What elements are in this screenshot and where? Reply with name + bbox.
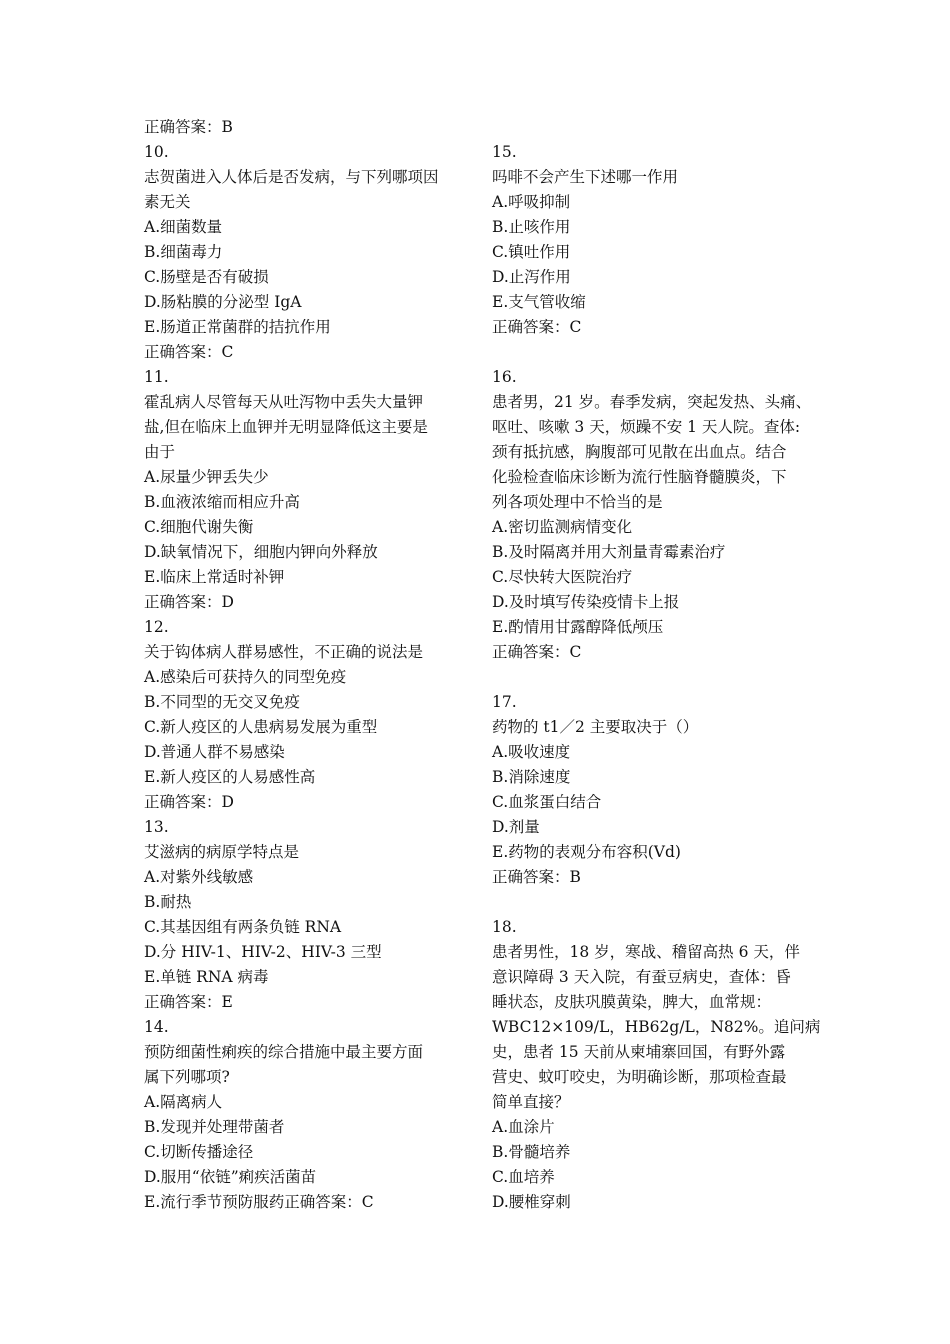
right-text-line: 简单直接？ xyxy=(492,1093,570,1111)
left-text-line: 14. xyxy=(144,1018,169,1036)
left-text-line: 由于 xyxy=(144,443,176,461)
left-text-line: B.不同型的无交叉免疫 xyxy=(144,693,300,711)
right-text-line: 史，患者 15 天前从柬埔寨回国，有野外露 xyxy=(492,1043,786,1061)
right-text-line: C.尽快转大医院治疗 xyxy=(492,568,633,586)
left-text-line: D.普通人群不易感染 xyxy=(144,743,285,761)
right-text-line: B.消除速度 xyxy=(492,768,571,786)
right-text-line: E.药物的表观分布容积(Vd) xyxy=(492,843,681,861)
left-text-line: 艾滋病的病原学特点是 xyxy=(144,843,300,861)
right-text-line: 呕吐、咳嗽 3 天，烦躁不安 1 天人院。查体: xyxy=(492,418,801,436)
right-text-line: 营史、蚊叮咬史，为明确诊断，那项检查最 xyxy=(492,1068,787,1086)
left-text-line: D.缺氧情况下，细胞内钾向外释放 xyxy=(144,543,378,561)
left-text-line: D.分 HIV-1、HIV-2、HIV-3 三型 xyxy=(144,943,382,961)
right-column xyxy=(492,115,821,1215)
left-text-line: C.其基因组有两条负链 RNA xyxy=(144,918,342,936)
right-text-line: 患者男，21 岁。春季发病，突起发热、头痛、 xyxy=(492,393,812,411)
left-text-line: 盐,但在临床上血钾并无明显降低这主要是 xyxy=(144,418,428,436)
right-text-line: A.呼吸抑制 xyxy=(492,193,571,211)
left-text-line: B.发现并处理带菌者 xyxy=(144,1118,285,1136)
right-text-line: 睡状态，皮肤巩膜黄染，脾大，血常规： xyxy=(492,993,772,1011)
right-text-line: C.血培养 xyxy=(492,1168,555,1186)
right-text-line: E.支气管收缩 xyxy=(492,293,586,311)
left-text-line: 13. xyxy=(144,818,169,836)
right-text-line: E.酌情用甘露醇降低颅压 xyxy=(492,618,664,636)
right-text-line: B.止咳作用 xyxy=(492,218,571,236)
left-text-line: 正确答案：B xyxy=(144,118,233,136)
right-text-line: 17. xyxy=(492,693,517,711)
left-text-line: C.切断传播途径 xyxy=(144,1143,254,1161)
left-text-line: 12. xyxy=(144,618,169,636)
right-text-line: WBC12×109/L，HB62g/L，N82%。追问病 xyxy=(492,1018,821,1036)
left-text-line: D.肠粘膜的分泌型 IgA xyxy=(144,293,302,311)
right-text-line: 正确答案：B xyxy=(492,868,581,886)
right-text-line: 意识障碍 3 天入院，有蚕豆病史，查体：昏 xyxy=(492,968,791,986)
left-text-line: 正确答案：E xyxy=(144,993,233,1011)
left-text-line: D.服用“依链”痢疾活菌苗 xyxy=(144,1168,317,1186)
left-text-line: A.对紫外线敏感 xyxy=(144,868,254,886)
left-text-line: 正确答案：C xyxy=(144,343,234,361)
left-text-line: B.血液浓缩而相应升高 xyxy=(144,493,300,511)
right-text-line: A.血涂片 xyxy=(492,1118,555,1136)
left-text-line: E.临床上常适时补钾 xyxy=(144,568,285,586)
left-text-line: 正确答案：D xyxy=(144,793,234,811)
left-text-line: 素无关 xyxy=(144,193,191,211)
right-text-line: 化验检查临床诊断为流行性脑脊髓膜炎，下 xyxy=(492,468,787,486)
right-text-line xyxy=(492,665,812,690)
left-text-line: E.流行季节预防服药正确答案：C xyxy=(144,1193,374,1211)
left-text-line: C.细胞代谢失衡 xyxy=(144,518,254,536)
left-text-line: B.耐热 xyxy=(144,893,192,911)
right-text-line: 患者男性，18 岁，寒战、稽留高热 6 天，伴 xyxy=(492,943,800,961)
right-text-line: D.及时填写传染疫情卡上报 xyxy=(492,593,680,611)
right-text-line xyxy=(492,890,812,915)
right-text-line: B.骨髓培养 xyxy=(492,1143,571,1161)
left-text-line: 预防细菌性痢疾的综合措施中最主要方面 xyxy=(144,1043,424,1061)
right-text-line: 吗啡不会产生下述哪一作用 xyxy=(492,168,679,186)
right-text-line: D.腰椎穿刺 xyxy=(492,1193,571,1211)
right-text-line: 列各项处理中不恰当的是 xyxy=(492,493,663,511)
right-text-line: D.剂量 xyxy=(492,818,540,836)
right-text-line xyxy=(492,340,812,365)
left-text-line: 志贺菌进入人体后是否发病，与下列哪项因 xyxy=(144,168,439,186)
right-text-line: 药物的 t1／2 主要取决于（） xyxy=(492,718,699,736)
right-text-line xyxy=(492,115,812,140)
left-text-line: E.新人疫区的人易感性高 xyxy=(144,768,316,786)
left-text-line: A.隔离病人 xyxy=(144,1093,223,1111)
left-text-line: E.单链 RNA 病毒 xyxy=(144,968,269,986)
right-text-line: 18. xyxy=(492,918,517,936)
right-text-line: 15. xyxy=(492,143,517,161)
right-text-line: 颈有抵抗感，胸腹部可见散在出血点。结合 xyxy=(492,443,787,461)
left-column xyxy=(144,115,464,1215)
left-text-line: E.肠道正常菌群的拮抗作用 xyxy=(144,318,331,336)
left-text-line: 霍乱病人尽管每天从吐泻物中丢失大量钾 xyxy=(144,393,424,411)
left-text-line: 10. xyxy=(144,143,169,161)
right-text-line: B.及时隔离并用大剂量青霉素治疗 xyxy=(492,543,726,561)
left-text-line: A.细菌数量 xyxy=(144,218,223,236)
right-text-line: D.止泻作用 xyxy=(492,268,571,286)
left-text-line: B.细菌毒力 xyxy=(144,243,223,261)
left-text-line: C.肠壁是否有破损 xyxy=(144,268,269,286)
right-text-line: 16. xyxy=(492,368,517,386)
right-text-line: A.密切监测病情变化 xyxy=(492,518,633,536)
left-text-line: C.新人疫区的人患病易发展为重型 xyxy=(144,718,378,736)
left-text-line: 正确答案：D xyxy=(144,593,234,611)
right-text-line: 正确答案：C xyxy=(492,318,582,336)
left-text-line: A.尿量少钾丢失少 xyxy=(144,468,269,486)
left-text-line: 属下列哪项? xyxy=(144,1068,230,1086)
left-text-line: 关于钩体病人群易感性，不正确的说法是 xyxy=(144,643,424,661)
right-text-line: 正确答案：C xyxy=(492,643,582,661)
right-text-line: C.血浆蛋白结合 xyxy=(492,793,602,811)
right-text-line: C.镇吐作用 xyxy=(492,243,571,261)
left-text-line: 11. xyxy=(144,368,169,386)
left-text-line: A.感染后可获持久的同型免疫 xyxy=(144,668,347,686)
right-text-line: A.吸收速度 xyxy=(492,743,571,761)
